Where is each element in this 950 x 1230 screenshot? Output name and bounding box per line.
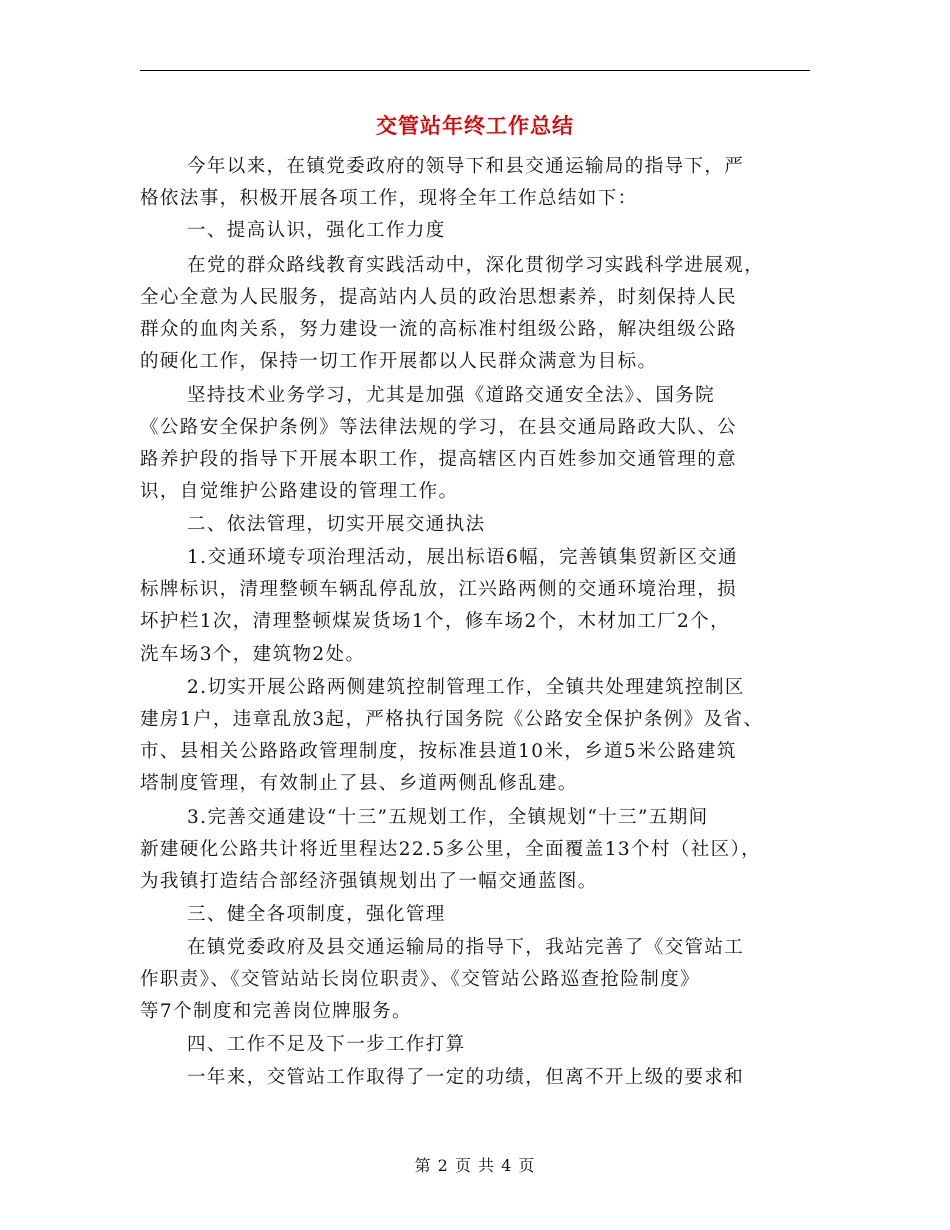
body-line: 坚持技术业务学习，尤其是加强《道路交通安全法》、国务院 (187, 385, 716, 406)
body-line: 3.完善交通建设“十三”五规划工作，全镇规划“十三”五期间 (187, 807, 709, 828)
section-heading: 三、健全各项制度，强化管理 (187, 904, 446, 925)
body-line: 1.交通环境专项治理活动，展出标语6幅，完善镇集贸新区交通 (187, 547, 739, 568)
body-line: 今年以来，在镇党委政府的领导下和县交通运输局的指导下，严 (187, 156, 745, 177)
body-line: 坏护栏1次，清理整顿煤炭货场1个，修车场2个，木材加工厂2个， (140, 611, 730, 632)
body-line: 标牌标识，清理整顿车辆乱停乱放，江兴路两侧的交通环境治理，损 (140, 579, 738, 600)
section-heading: 二、依法管理，切实开展交通执法 (187, 514, 486, 535)
body-line: 塔制度管理，有效制止了县、乡道两侧乱修乱建。 (140, 773, 578, 794)
body-line: 等7个制度和完善岗位牌服务。 (140, 1001, 412, 1022)
body-line: 群众的血肉关系，努力建设一流的高标准村组级公路，解决组级公路 (140, 319, 738, 340)
header-rule (140, 70, 810, 71)
body-line: 建房1户，违章乱放3起，严格执行国务院《公路安全保护条例》及省、 (140, 709, 764, 730)
body-line: 作职责》、《交管站站长岗位职责》、《交管站公路巡查抢险制度》 (140, 969, 701, 990)
body-line: 为我镇打造结合部经济强镇规划出了一幅交通蓝图。 (140, 871, 598, 892)
body-line: 2.切实开展公路两侧建筑控制管理工作，全镇共处理建筑控制区 (187, 677, 745, 698)
body-line: 洗车场3个，建筑物2处。 (140, 644, 366, 665)
document-title: 交管站年终工作总结 (376, 113, 574, 138)
page-number: 第 2 页 共 4 页 (414, 1156, 536, 1175)
section-heading: 一、提高认识，强化工作力度 (187, 220, 446, 241)
body-line: 路养护段的指导下开展本职工作，提高辖区内百姓参加交通管理的意 (140, 449, 738, 470)
body-line: 一年来，交管站工作取得了一定的功绩，但离不开上级的要求和 (187, 1067, 745, 1088)
body-line: 新建硬化公路共计将近里程达22.5多公里，全面覆盖13个村（社区）， (140, 839, 762, 860)
body-line: 格依法事，积极开展各项工作，现将全年工作总结如下： (140, 188, 638, 209)
body-line: 《公路安全保护条例》等法律法规的学习，在县交通局路政大队、公 (140, 417, 738, 438)
section-heading: 四、工作不足及下一步工作打算 (187, 1034, 466, 1055)
body-line: 在党的群众路线教育实践活动中，深化贯彻学习实践科学进展观， (187, 255, 765, 276)
body-line: 识，自觉维护公路建设的管理工作。 (140, 481, 459, 502)
body-line: 全心全意为人民服务，提高站内人员的政治思想素养，时刻保持人民 (140, 287, 738, 308)
body-line: 的硬化工作，保持一切工作开展都以人民群众满意为目标。 (140, 351, 658, 372)
body-line: 市、县相关公路路政管理制度，按标准县道10米，乡道5米公路建筑 (140, 741, 737, 762)
body-line: 在镇党委政府及县交通运输局的指导下，我站完善了《交管站工 (187, 937, 745, 958)
